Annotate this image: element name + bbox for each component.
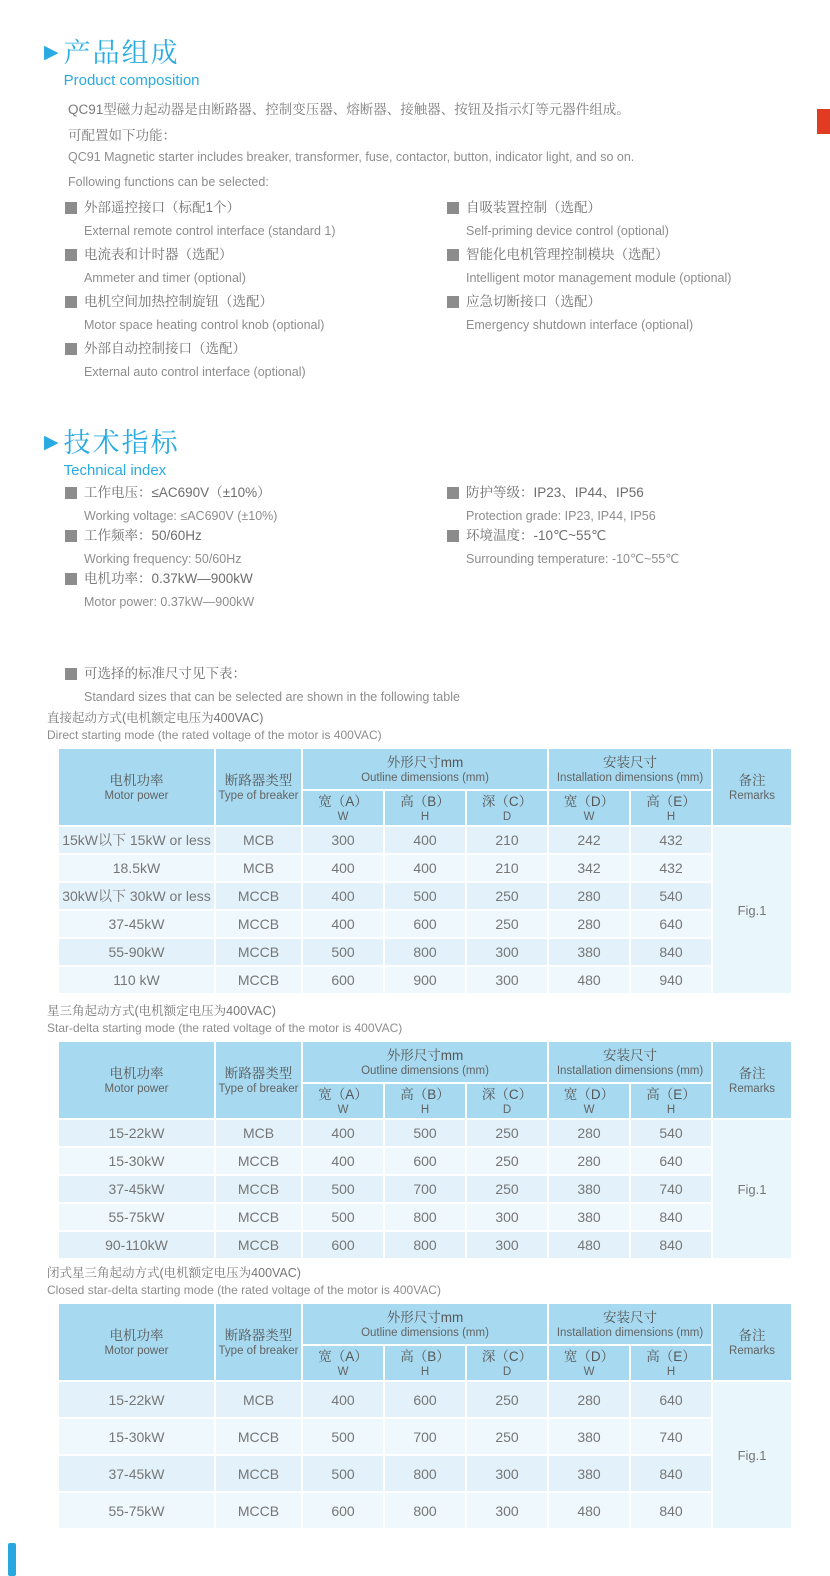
table-cell: 55-75kW [59,1204,214,1230]
table-cell: 800 [385,1232,465,1258]
table-cell: 400 [303,855,383,881]
bullet-square-icon [447,202,459,214]
table-cell: MCCB [216,883,301,909]
feature-en: Motor space heating control knob (optional) [84,318,325,332]
table-cell: 480 [549,1493,629,1528]
header-motor-power: 电机功率 Motor power [59,1042,214,1118]
table-cell: 210 [467,855,547,881]
header-motor-power: 电机功率 Motor power [59,749,214,825]
table-cell: 400 [303,883,383,909]
bullet-square-icon [65,487,77,499]
table-row [59,1204,791,1230]
table-cell: 55-90kW [59,939,214,965]
table-cell: 110 kW [59,967,214,993]
table-row [59,1419,791,1454]
table-cell: 15-22kW [59,1120,214,1146]
feature-item [447,293,819,340]
table-cell: 900 [385,967,465,993]
table-cell: 600 [303,1493,383,1528]
feature-zh: 应急切断接口（选配） [466,294,601,309]
table-cell: 800 [385,1456,465,1491]
table-row [59,1120,791,1146]
header-width-d: 宽（D） W [549,1084,629,1118]
table-cell: 15kW以下 15kW or less [59,827,214,853]
spec-item [447,484,819,527]
spec-zh: 防护等级：IP23、IP44、IP56 [466,485,644,500]
spec-item [65,484,437,527]
header-outline-dimensions: 外形尺寸mm Outline dimensions (mm) [303,1042,547,1082]
dimensions-table [57,747,793,995]
bullet-square-icon [447,487,459,499]
spec-zh: 工作频率：50/60Hz [84,528,202,543]
header-outline-dimensions: 外形尺寸mm Outline dimensions (mm) [303,749,547,789]
table-cell: 640 [631,1148,711,1174]
section-product-composition-header [44,38,200,89]
header-depth-c: 深（C） D [467,791,547,825]
table-cell: 55-75kW [59,1493,214,1528]
table-cell: 600 [303,967,383,993]
table-cell: 940 [631,967,711,993]
table-cell: MCCB [216,967,301,993]
feature-en: Ammeter and timer (optional) [84,271,246,285]
table-caption-zh: 闭式星三角起动方式(电机额定电压为400VAC) [47,1266,301,1280]
dimensions-table [57,1302,793,1530]
table-cell: 432 [631,855,711,881]
feature-item [447,246,819,293]
header-width-a: 宽（A） W [303,791,383,825]
header-height-b: 高（B） H [385,791,465,825]
table-cell: 840 [631,1493,711,1528]
table-cell: 740 [631,1176,711,1202]
table-caption-zh: 星三角起动方式(电机额定电压为400VAC) [47,1004,276,1018]
header-remarks: 备注 Remarks [713,1304,791,1380]
table-cell: 300 [467,1232,547,1258]
feature-en: Self-priming device control (optional) [466,224,669,238]
table-cell: 700 [385,1176,465,1202]
section-marker-icon: ▶ [44,42,59,63]
table-row [59,1456,791,1491]
table-cell: 500 [385,883,465,909]
table-cell: 90-110kW [59,1232,214,1258]
table-cell: 300 [467,1204,547,1230]
table-cell: 280 [549,1120,629,1146]
table-cell: 280 [549,1382,629,1417]
table-row [59,1493,791,1528]
table-cell: 600 [385,1382,465,1417]
table-cell: 480 [549,967,629,993]
table-cell: 37-45kW [59,911,214,937]
table-cell: MCCB [216,1204,301,1230]
table-cell: MCCB [216,1232,301,1258]
table-cell: 600 [385,911,465,937]
header-width-d: 宽（D） W [549,791,629,825]
table-cell: 37-45kW [59,1456,214,1491]
table-cell: 840 [631,1232,711,1258]
intro-paragraph-zh-2: 可配置如下功能： [68,128,176,143]
remarks-cell: Fig.1 [713,827,791,993]
header-installation-dimensions: 安装尺寸 Installation dimensions (mm) [549,1304,711,1344]
page-edge-blue-bar [8,1543,16,1576]
bullet-square-icon [65,343,77,355]
table-cell: 250 [467,1419,547,1454]
table-cell: 400 [303,1382,383,1417]
features-column-left [65,199,437,387]
table-cell: 840 [631,1456,711,1491]
table-row [59,1232,791,1258]
bullet-square-icon [447,249,459,261]
spec-item [447,527,819,570]
note-en: Standard sizes that can be selected are shown in the following table [84,690,460,704]
table-row [59,1176,791,1202]
feature-zh: 外部自动控制接口（选配） [84,341,246,356]
table-cell: 250 [467,1148,547,1174]
spec-item [65,527,437,570]
table-cell: 700 [385,1419,465,1454]
feature-item [447,199,819,246]
table-cell: 740 [631,1419,711,1454]
header-breaker-type: 断路器类型 Type of breaker [216,749,301,825]
specs-column-left [65,484,437,613]
table-caption-en: Direct starting mode (the rated voltage of the motor is 400VAC) [47,728,382,742]
header-installation-dimensions: 安装尺寸 Installation dimensions (mm) [549,1042,711,1082]
table-cell: 840 [631,1204,711,1230]
table-cell: 300 [467,1493,547,1528]
table-cell: 400 [303,911,383,937]
bullet-square-icon [65,668,77,680]
features-column-right [447,199,819,340]
table-cell: MCCB [216,939,301,965]
table-cell: 250 [467,1382,547,1417]
table-cell: 800 [385,1204,465,1230]
feature-zh: 电流表和计时器（选配） [84,247,233,262]
bullet-square-icon [447,296,459,308]
spec-en: Working frequency: 50/60Hz [84,552,242,566]
table-cell: 800 [385,1493,465,1528]
table-caption-en: Star-delta starting mode (the rated voltage of the motor is 400VAC) [47,1021,403,1035]
feature-zh: 电机空间加热控制旋钮（选配） [84,294,273,309]
table-cell: 18.5kW [59,855,214,881]
table-cell: 480 [549,1232,629,1258]
table-cell: 640 [631,911,711,937]
spec-en: Working voltage: ≤AC690V (±10%) [84,509,278,523]
intro-paragraph-en-1: QC91 Magnetic starter includes breaker, transformer, fuse, contactor, button, indicator light, and so on. [68,150,635,164]
spec-item [65,570,437,613]
header-remarks: 备注 Remarks [713,1042,791,1118]
header-depth-c: 深（C） D [467,1084,547,1118]
section-title-en: Product composition [63,72,200,89]
table-cell: MCCB [216,1176,301,1202]
table-cell: 640 [631,1382,711,1417]
feature-zh: 外部遥控接口（标配1个） [84,200,241,215]
standard-sizes-note [65,665,460,705]
header-remarks: 备注 Remarks [713,749,791,825]
table-cell: 250 [467,1120,547,1146]
header-installation-dimensions: 安装尺寸 Installation dimensions (mm) [549,749,711,789]
table-cell: MCB [216,1382,301,1417]
bullet-square-icon [65,573,77,585]
spec-en: Surrounding temperature: -10℃~55℃ [466,552,680,566]
note-zh: 可选择的标准尺寸见下表： [84,666,246,681]
table-cell: 37-45kW [59,1176,214,1202]
table-cell: 540 [631,883,711,909]
table-cell: 380 [549,1176,629,1202]
table-row [59,1382,791,1417]
table-cell: 280 [549,1148,629,1174]
bullet-square-icon [65,202,77,214]
feature-item [65,199,437,246]
table-cell: 242 [549,827,629,853]
table-row [59,883,791,909]
table-cell: 280 [549,911,629,937]
feature-item [65,246,437,293]
table-cell: 400 [385,855,465,881]
table-cell: MCCB [216,1456,301,1491]
table-cell: 342 [549,855,629,881]
table-row [59,911,791,937]
intro-paragraph-zh-1: QC91型磁力起动器是由断路器、控制变压器、熔断器、接触器、按钮及指示灯等元器件组成。 [68,102,630,117]
spec-zh: 电机功率：0.37kW—900kW [84,571,253,586]
table-cell: 300 [467,967,547,993]
dimensions-table [57,1040,793,1260]
table-cell: MCB [216,1120,301,1146]
spec-en: Motor power: 0.37kW—900kW [84,595,255,609]
section-title-zh: 技术指标 [63,428,180,458]
table-cell: MCCB [216,1493,301,1528]
table-row [59,939,791,965]
table-block-star-delta [47,1003,777,1260]
header-breaker-type: 断路器类型 Type of breaker [216,1042,301,1118]
table-cell: 250 [467,1176,547,1202]
table-cell: 432 [631,827,711,853]
bullet-square-icon [65,296,77,308]
header-height-b: 高（B） H [385,1084,465,1118]
section-technical-index-header [44,428,180,479]
table-caption-zh: 直接起动方式(电机额定电压为400VAC) [47,711,264,725]
table-cell: 500 [303,1456,383,1491]
feature-en: Intelligent motor management module (optional) [466,271,732,285]
specs-column-right [447,484,819,570]
table-cell: 500 [303,1204,383,1230]
intro-paragraph-en-2: Following functions can be selected: [68,175,269,189]
table-cell: MCCB [216,911,301,937]
table-cell: 840 [631,939,711,965]
table-cell: 210 [467,827,547,853]
bullet-square-icon [65,249,77,261]
header-motor-power: 电机功率 Motor power [59,1304,214,1380]
table-row [59,827,791,853]
table-cell: MCCB [216,1148,301,1174]
table-cell: 400 [303,1120,383,1146]
table-cell: 380 [549,1456,629,1491]
table-cell: 540 [631,1120,711,1146]
table-block-direct-starting [47,710,777,995]
header-width-a: 宽（A） W [303,1084,383,1118]
table-cell: 250 [467,911,547,937]
page-edge-red-tab [817,109,830,134]
table-cell: 300 [467,1456,547,1491]
table-cell: MCB [216,827,301,853]
table-block-closed-star-delta [47,1265,777,1530]
table-cell: 30kW以下 30kW or less [59,883,214,909]
table-cell: 400 [303,1148,383,1174]
header-breaker-type: 断路器类型 Type of breaker [216,1304,301,1380]
remarks-cell: Fig.1 [713,1382,791,1528]
table-cell: 380 [549,1204,629,1230]
table-cell: 15-30kW [59,1148,214,1174]
table-cell: 600 [385,1148,465,1174]
bullet-square-icon [447,530,459,542]
table-row [59,967,791,993]
feature-en: Emergency shutdown interface (optional) [466,318,694,332]
table-cell: 500 [303,939,383,965]
feature-zh: 自吸装置控制（选配） [466,200,601,215]
table-cell: 250 [467,883,547,909]
section-marker-icon: ▶ [44,432,59,453]
header-height-e: 高（E） H [631,1346,711,1380]
feature-en: External remote control interface (standard 1) [84,224,336,238]
table-cell: 15-30kW [59,1419,214,1454]
section-title-en: Technical index [63,462,167,479]
table-cell: 300 [467,939,547,965]
table-row [59,855,791,881]
spec-zh: 环境温度：-10℃~55℃ [466,528,607,543]
header-width-d: 宽（D） W [549,1346,629,1380]
table-cell: 380 [549,1419,629,1454]
header-outline-dimensions: 外形尺寸mm Outline dimensions (mm) [303,1304,547,1344]
feature-item [65,340,437,387]
table-cell: 380 [549,939,629,965]
table-cell: 500 [303,1419,383,1454]
remarks-cell: Fig.1 [713,1120,791,1258]
table-cell: 500 [385,1120,465,1146]
section-title-zh: 产品组成 [63,38,180,68]
table-cell: MCB [216,855,301,881]
header-height-e: 高（E） H [631,1084,711,1118]
header-height-b: 高（B） H [385,1346,465,1380]
feature-zh: 智能化电机管理控制模块（选配） [466,247,669,262]
feature-item [65,293,437,340]
header-width-a: 宽（A） W [303,1346,383,1380]
header-depth-c: 深（C） D [467,1346,547,1380]
table-cell: MCCB [216,1419,301,1454]
header-height-e: 高（E） H [631,791,711,825]
bullet-square-icon [65,530,77,542]
table-cell: 15-22kW [59,1382,214,1417]
table-cell: 300 [303,827,383,853]
table-cell: 800 [385,939,465,965]
spec-en: Protection grade: IP23, IP44, IP56 [466,509,656,523]
table-row [59,1148,791,1174]
table-cell: 280 [549,883,629,909]
spec-zh: 工作电压：≤AC690V（±10%） [84,485,271,500]
table-caption-en: Closed star-delta starting mode (the rated voltage of the motor is 400VAC) [47,1283,441,1297]
table-cell: 400 [385,827,465,853]
feature-en: External auto control interface (optional) [84,365,306,379]
table-cell: 600 [303,1232,383,1258]
table-cell: 500 [303,1176,383,1202]
